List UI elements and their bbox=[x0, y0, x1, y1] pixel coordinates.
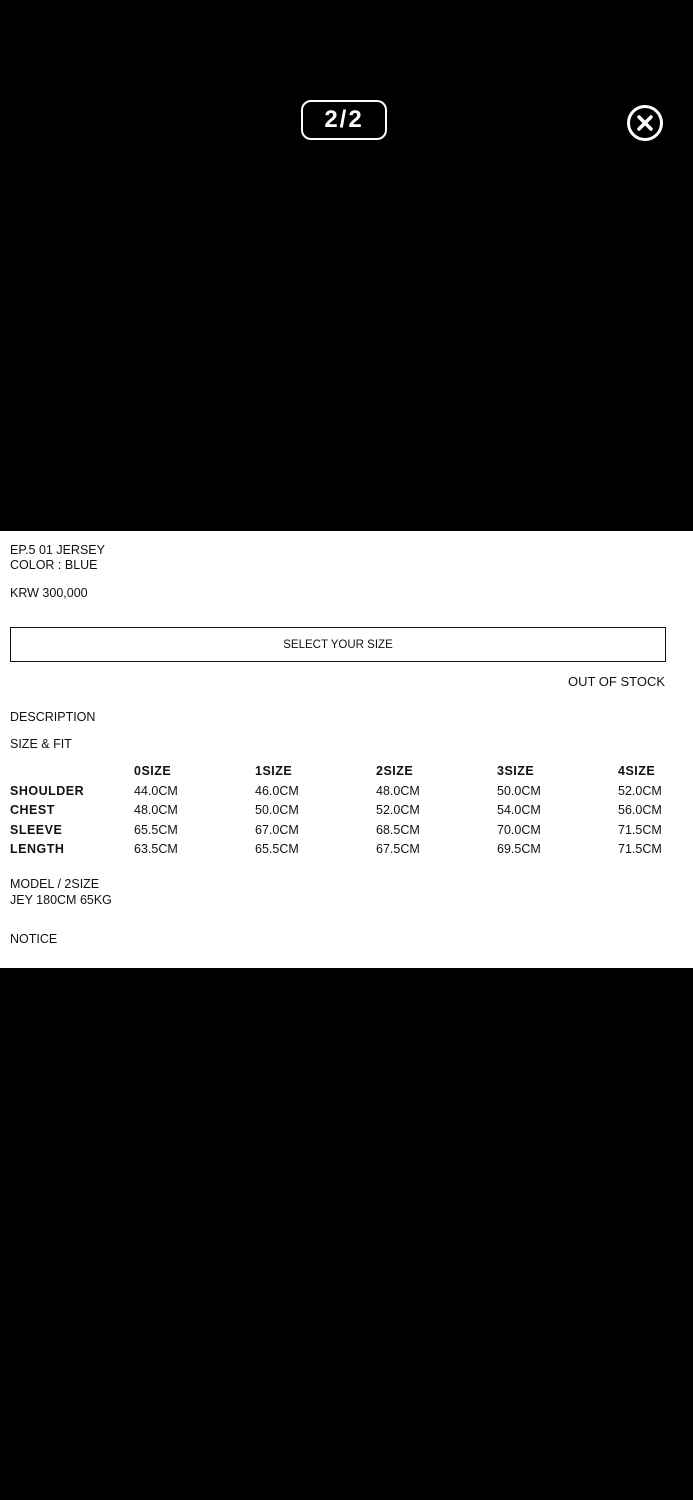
measurement-value: 54.0CM bbox=[497, 803, 541, 817]
stock-status: OUT OF STOCK bbox=[567, 674, 665, 689]
product-name: EP.5 01 JERSEY bbox=[10, 543, 105, 557]
measurement-value: 52.0CM bbox=[618, 783, 662, 798]
close-button[interactable] bbox=[626, 104, 664, 142]
measurement-value: 65.5CM bbox=[134, 822, 178, 837]
size-chart-row bbox=[10, 783, 680, 803]
page-counter bbox=[301, 100, 387, 140]
measurement-value: 71.5CM bbox=[618, 842, 662, 856]
notice-heading: NOTICE bbox=[10, 932, 58, 946]
measurement-value: 68.5CM bbox=[376, 822, 420, 837]
measurement-label: SLEEVE bbox=[10, 822, 63, 837]
close-circle-icon bbox=[626, 104, 664, 142]
measurement-value: 71.5CM bbox=[618, 822, 662, 837]
measurement-value: 63.5CM bbox=[134, 842, 178, 856]
size-column-header: 1SIZE bbox=[255, 764, 293, 778]
size-chart-header bbox=[10, 763, 680, 783]
size-select-button[interactable] bbox=[10, 627, 666, 662]
measurement-value: 70.0CM bbox=[497, 822, 541, 837]
measurement-value: 48.0CM bbox=[134, 803, 178, 817]
product-detail-image bbox=[0, 531, 693, 968]
product-price: KRW 300,000 bbox=[10, 586, 88, 600]
model-size-info: MODEL / 2SIZE bbox=[10, 877, 100, 891]
size-column-header: 0SIZE bbox=[134, 764, 172, 778]
model-body-info: JEY 180CM 65KG bbox=[10, 893, 112, 907]
measurement-value: 44.0CM bbox=[134, 783, 178, 798]
measurement-value: 50.0CM bbox=[255, 803, 299, 817]
page-counter-text: 2/2 bbox=[324, 106, 364, 133]
size-chart-row bbox=[10, 822, 680, 842]
measurement-value: 46.0CM bbox=[255, 783, 299, 798]
size-chart bbox=[10, 763, 680, 861]
description-heading: DESCRIPTION bbox=[10, 710, 96, 724]
measurement-value: 67.0CM bbox=[255, 822, 299, 837]
size-fit-heading: SIZE & FIT bbox=[10, 737, 72, 751]
size-column-header: 4SIZE bbox=[618, 764, 656, 778]
measurement-label: SHOULDER bbox=[10, 783, 85, 798]
measurement-value: 48.0CM bbox=[376, 783, 420, 798]
product-color: COLOR : BLUE bbox=[10, 558, 98, 572]
measurement-value: 56.0CM bbox=[618, 803, 662, 817]
size-column-header: 2SIZE bbox=[376, 764, 414, 778]
measurement-value: 67.5CM bbox=[376, 842, 420, 856]
size-column-header: 3SIZE bbox=[497, 764, 535, 778]
measurement-label: CHEST bbox=[10, 803, 55, 817]
measurement-value: 50.0CM bbox=[497, 783, 541, 798]
size-select-label: SELECT YOUR SIZE bbox=[283, 638, 393, 651]
measurement-value: 52.0CM bbox=[376, 803, 420, 817]
size-chart-row bbox=[10, 841, 680, 861]
measurement-label: LENGTH bbox=[10, 842, 65, 856]
size-chart-row bbox=[10, 802, 680, 822]
measurement-value: 65.5CM bbox=[255, 842, 299, 856]
measurement-value: 69.5CM bbox=[497, 842, 541, 856]
